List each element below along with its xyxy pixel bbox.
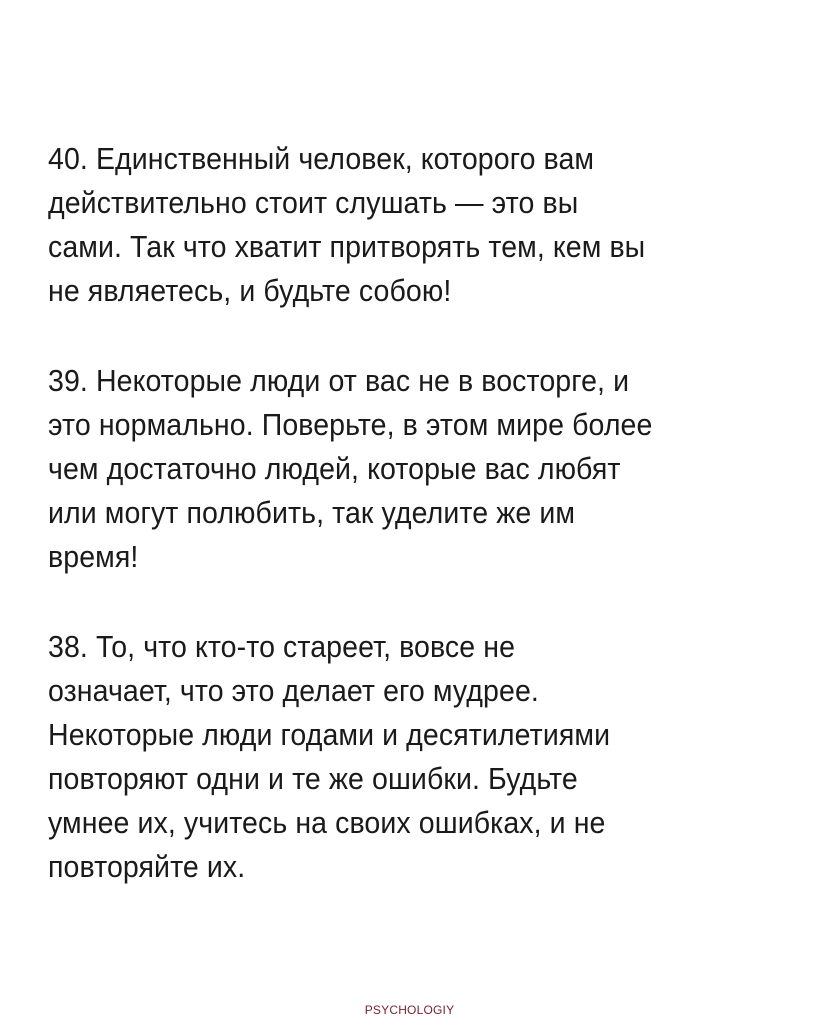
paragraph-line: 38. То, что кто-то стареет, вовсе не [48, 629, 516, 664]
paragraph-line: умнее их, учитесь на своих ошибках, и не [48, 805, 606, 840]
paragraph-line: время! [48, 539, 139, 574]
paragraph-line: или могут полюбить, так уделите же им [48, 495, 576, 530]
paragraph-38 [48, 625, 729, 889]
paragraph-40 [48, 137, 729, 313]
paragraph-line: Некоторые люди годами и десятилетиями [48, 717, 611, 752]
paragraph-line: чем достаточно людей, которые вас любят [48, 451, 621, 486]
paragraph-line: означает, что это делает его мудрее. [48, 673, 539, 708]
paragraph-line: действительно стоит слушать — это вы [48, 185, 579, 220]
paragraph-line: это нормально. Поверьте, в этом мире более [48, 407, 653, 442]
paragraph-line: 40. Единственный человек, которого вам [48, 141, 595, 176]
paragraph-line: сами. Так что хватит притворять тем, кем вы [48, 229, 646, 264]
paragraph-39 [48, 359, 729, 579]
paragraph-line: повторяют одни и те же ошибки. Будьте [48, 761, 578, 796]
brand-watermark: PSYCHOLOGIY [364, 1003, 455, 1017]
paragraph-line: не являетесь, и будьте собою! [48, 273, 452, 308]
paragraph-line: 39. Некоторые люди от вас не в восторге, и [48, 363, 630, 398]
paragraph-line: повторяйте их. [48, 849, 246, 884]
